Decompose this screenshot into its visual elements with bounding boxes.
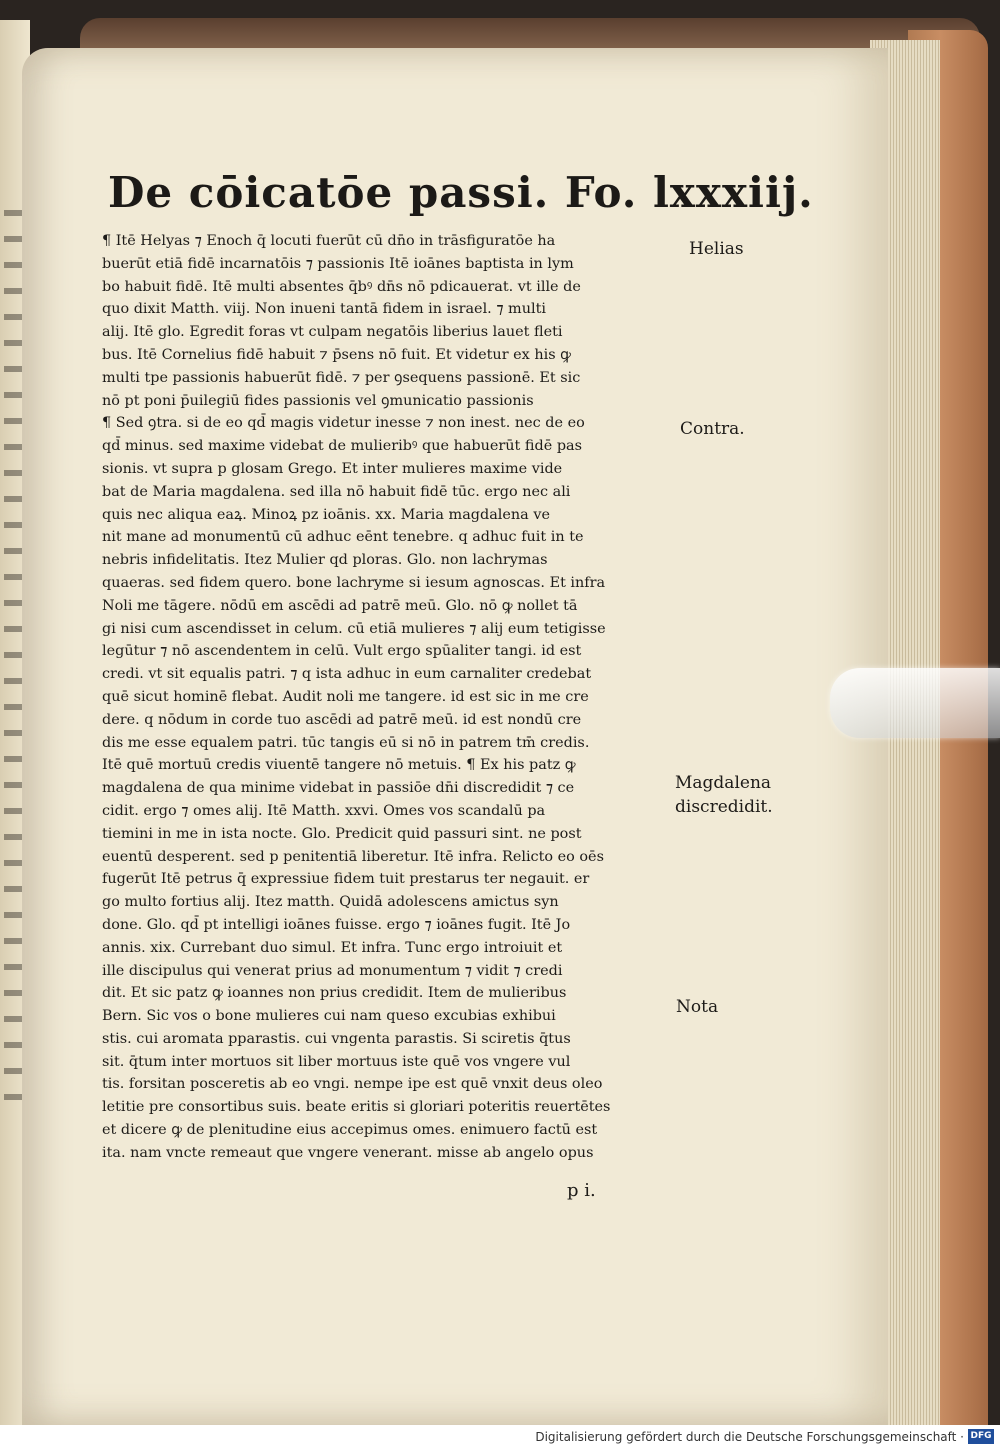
text-line: done. Glo. qd̄ pt intelligi ioānes fuisse. ergo ⁊ ioānes fugit. Itē Jo xyxy=(102,916,571,933)
text-line: ille discipulus qui venerat prius ad monumentum ⁊ vidit ⁊ credi xyxy=(102,962,563,979)
text-line: quo dixit Matth. viij. Non inueni tantā fidem in israel. ⁊ multi xyxy=(102,301,546,318)
text-line: go multo fortius alij. Itez matth. Quidā adolescens amictus syn xyxy=(102,894,559,911)
text-line: dit. Et sic patz ꝙ ioannes non prius credidit. Item de mulieribus xyxy=(102,985,567,1002)
running-header: De cōicatōe passi. Fo. lxxxiij. xyxy=(108,168,814,217)
text-line: annis. xix. Currebant duo simul. Et infra. Tunc ergo introiuit et xyxy=(102,939,563,956)
marginal-note-magdalena: Magdalena xyxy=(675,773,772,793)
page-clip xyxy=(830,668,1000,738)
text-line: quaeras. sed fidem quero. bone lachryme si iesum agnoscas. Et infra xyxy=(102,574,606,591)
dfg-logo: DFG xyxy=(968,1429,994,1444)
text-line: letitie pre consortibus suis. beate eritis si gloriari poteritis reuertētes xyxy=(102,1099,611,1116)
marginal-note-contra: Contra. xyxy=(680,419,745,439)
text-line: tiemini in me in ista nocte. Glo. Predicit quid passuri sint. ne post xyxy=(102,825,582,842)
text-line: Noli me tāgere. nōdū em ascēdi ad patrē meū. Glo. nō ꝙ nollet tā xyxy=(102,597,578,614)
text-line: Bern. Sic vos o bone mulieres cui nam queso excubias exhibui xyxy=(102,1008,556,1025)
text-line: dere. q nōdum in corde tuo ascēdi ad patrē meū. id est nondū cre xyxy=(102,711,582,728)
text-line: sionis. vt supra p glosam Grego. Et inter mulieres maxime vide xyxy=(102,460,563,477)
text-line: nō pt poni p̄uilegiū fides passionis vel ꝯmunicatio passionis xyxy=(102,392,534,409)
text-line: cidit. ergo ⁊ omes alij. Itē Matth. xxvi. Omes vos scandalū pa xyxy=(102,802,546,819)
text-line: quis nec aliqua eaꝝ. Minoꝝ pz ioānis. xx. Maria magdalena ve xyxy=(102,506,550,523)
text-line: buerūt etiā fidē incarnatōis ⁊ passionis Itē ioānes baptista in lym xyxy=(102,255,574,272)
marginal-note-discredidit: discredidit. xyxy=(675,797,773,817)
text-line: ¶ Sed ꝯtra. si de eo qd̄ magis videtur inesse ⁊ non inest. nec de eo xyxy=(102,415,585,432)
body-text xyxy=(102,230,682,1165)
text-line: legūtur ⁊ nō ascendentem in celū. Vult ergo spūaliter tangi. id est xyxy=(102,643,582,660)
marginal-note-nota: Nota xyxy=(676,997,719,1017)
text-line: euentū desperent. sed p penitentiā liberetur. Itē infra. Relicto eo oēs xyxy=(102,848,604,865)
text-line: bo habuit fidē. Itē multi absentes q̄bꝰ dn̄s nō pdicauerat. vt ille de xyxy=(102,278,581,295)
marginal-note-helias: Helias xyxy=(689,239,744,259)
text-line: quē sicut hominē flebat. Audit noli me tangere. id est sic in me cre xyxy=(102,688,589,705)
signature-mark: p i. xyxy=(567,1180,596,1201)
text-line: magdalena de qua minime videbat in passiōe dn̄i discredidit ⁊ ce xyxy=(102,780,575,797)
text-line: dis me esse equalem patri. tūc tangis eū si nō in patrem tm̄ credis. xyxy=(102,734,590,751)
text-line: gi nisi cum ascendisset in celum. cū etiā mulieres ⁊ alij eum tetigisse xyxy=(102,620,606,637)
footer-bar xyxy=(0,1425,1000,1448)
text-line: nit mane ad monumentū cū adhuc eēnt tenebre. q adhuc fuit in te xyxy=(102,529,584,546)
text-line: tis. forsitan posceretis ab eo vngi. nempe ipe est quē vnxit deus oleo xyxy=(102,1076,603,1093)
text-line: credi. vt sit equalis patri. ⁊ q ista adhuc in eum carnaliter credebat xyxy=(102,666,592,683)
text-line: ita. nam vncte remeaut que vngere venerant. misse ab angelo opus xyxy=(102,1144,594,1161)
text-line: stis. cui aromata pparastis. cui vngenta parastis. Si sciretis q̄tus xyxy=(102,1030,571,1047)
text-line: ¶ Itē Helyas ⁊ Enoch q̄ locuti fuerūt cū dn̄o in trāsfiguratōe ha xyxy=(102,233,556,249)
text-line: bus. Itē Cornelius fidē habuit ⁊ p̄sens nō fuit. Et videtur ex his ꝙ xyxy=(102,346,571,363)
text-line: nebris infidelitatis. Itez Mulier qd ploras. Glo. non lachrymas xyxy=(102,552,548,569)
text-line: alij. Itē glo. Egredit foras vt culpam negatōis liberius lauet fleti xyxy=(102,324,563,341)
text-line: qd̄ minus. sed maxime videbat de mulieribꝰ que habuerūt fidē pas xyxy=(102,438,582,455)
text-line: multi tpe passionis habuerūt fidē. ⁊ per ꝯsequens passionē. Et sic xyxy=(102,369,581,386)
text-line: fugerūt Itē petrus q̄ expressiue fidem tuit prestarus ter negauit. er xyxy=(102,871,590,888)
text-line: sit. q̄tum inter mortuos sit liber mortuus iste quē vos vngere vul xyxy=(102,1053,571,1070)
funding-credit: Digitalisierung gefördert durch die Deutsche Forschungsgemeinschaft · xyxy=(535,1430,964,1444)
text-line: bat de Maria magdalena. sed illa nō habuit fidē tūc. ergo nec ali xyxy=(102,483,571,500)
text-line: et dicere ꝙ de plenitudine eius accepimus omes. enimuero factū est xyxy=(102,1122,598,1139)
text-line: Itē quē mortuū credis viuentē tangere nō metuis. ¶ Ex his patz ꝙ xyxy=(102,757,576,774)
